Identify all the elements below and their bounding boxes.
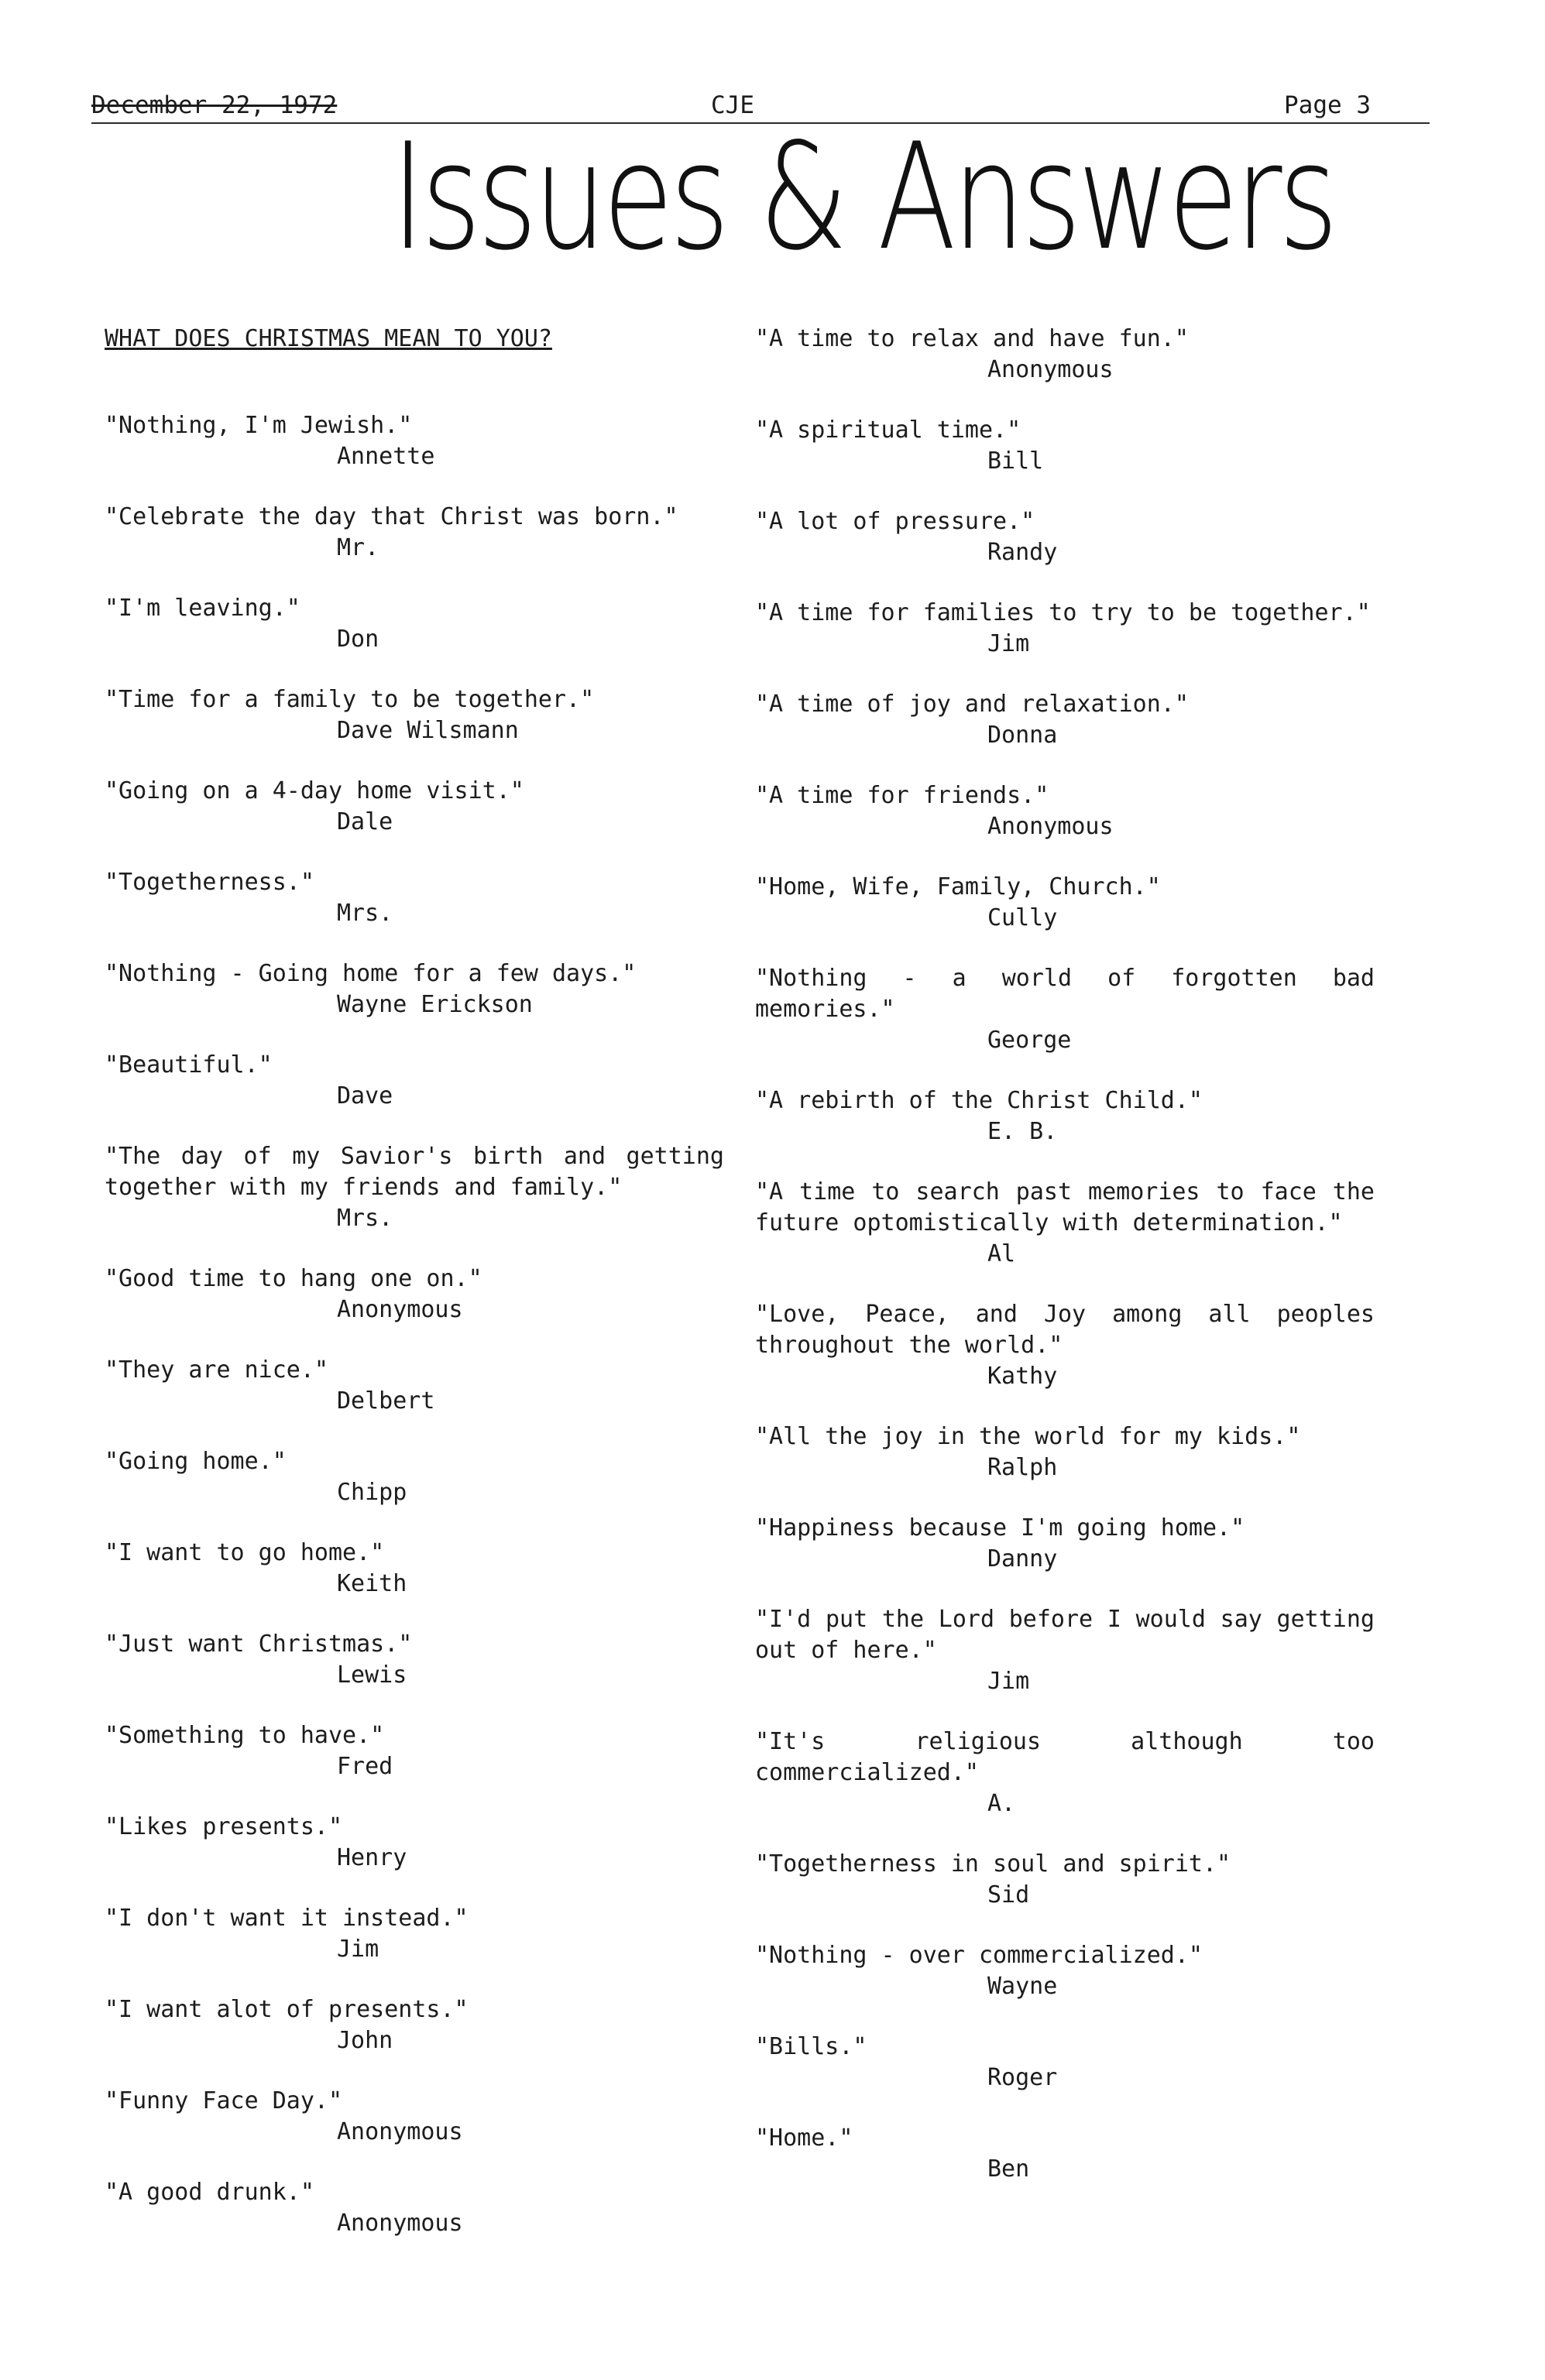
response-entry <box>755 1727 1389 1819</box>
respondent-name: Dave Wilsmann <box>337 717 519 744</box>
respondent-name: Keith <box>337 1570 407 1597</box>
response-quote: "Nothing - Going home for a few days." <box>105 960 637 987</box>
response-quote: "Good time to hang one on." <box>105 1265 482 1292</box>
respondent-name: Bill <box>987 448 1044 475</box>
respondent-name: Cully <box>987 904 1058 931</box>
respondent-name: Sid <box>987 1881 1030 1908</box>
masthead-title: Issues & Answers <box>391 111 1335 283</box>
response-entry <box>755 1849 1375 1911</box>
respondent-name: Mr. <box>337 534 379 561</box>
respondent-name: Anonymous <box>337 2210 463 2237</box>
respondent-name: Wayne Erickson <box>337 991 533 1018</box>
respondent-name: Henry <box>337 1844 407 1871</box>
response-entry <box>755 780 1375 842</box>
response-quote: "A spiritual time." <box>755 417 1021 444</box>
respondent-name: Mrs. <box>337 1205 393 1232</box>
respondent-name: Anonymous <box>337 2118 463 2145</box>
response-entry <box>105 1903 724 1965</box>
respondent-name: Kathy <box>987 1363 1058 1390</box>
respondent-name: A. <box>987 1790 1016 1817</box>
response-entry <box>105 776 724 838</box>
response-entry <box>105 1050 724 1112</box>
response-entry <box>755 2123 1375 2185</box>
response-quote: "A lot of pressure." <box>755 508 1035 535</box>
response-entry <box>105 867 724 929</box>
response-quote: "A time to relax and have fun." <box>755 325 1189 352</box>
respondent-name: Ben <box>987 2155 1030 2183</box>
response-quote: "Home." <box>755 2125 853 2152</box>
response-quote: "The day of my Savior's birth and getting together with my friends and family." <box>105 1143 739 1201</box>
response-entry <box>105 1141 739 1234</box>
response-entry <box>755 1513 1375 1575</box>
response-entry <box>105 410 724 472</box>
response-quote: "They are nice." <box>105 1356 328 1384</box>
response-entry <box>105 1446 724 1508</box>
response-entry <box>105 502 724 564</box>
respondent-name: Danny <box>987 1545 1058 1572</box>
response-quote: "I'm leaving." <box>105 595 300 622</box>
page-number: Page 3 <box>1284 91 1371 119</box>
response-entry <box>755 1940 1375 2002</box>
response-quote: "Just want Christmas." <box>105 1631 413 1658</box>
response-entry <box>755 1085 1375 1147</box>
response-entry <box>105 2177 724 2239</box>
response-entry <box>755 506 1375 568</box>
respondent-name: Ralph <box>987 1454 1058 1481</box>
response-quote: "Going on a 4-day home visit." <box>105 777 524 804</box>
response-quote: "Bills." <box>755 2033 867 2060</box>
response-quote: "A time to search past memories to face the future optomistically with determination." <box>755 1178 1389 1236</box>
respondent-name: Lewis <box>337 1662 407 1689</box>
response-entry <box>105 1994 724 2056</box>
response-quote: "Going home." <box>105 1448 287 1475</box>
respondent-name: George <box>987 1027 1072 1054</box>
response-entry <box>105 1264 724 1325</box>
response-entry <box>105 1355 724 1417</box>
issue-date: December 22, 1972 <box>91 91 338 119</box>
response-quote: "Something to have." <box>105 1722 385 1749</box>
response-quote: "I want to go home." <box>105 1539 385 1566</box>
respondent-name: Anonymous <box>987 813 1114 840</box>
response-entry <box>105 1538 724 1600</box>
respondent-name: Chipp <box>337 1479 407 1506</box>
response-entry <box>755 1177 1389 1270</box>
respondent-name: Mrs. <box>337 900 393 927</box>
response-quote: "A time for friends." <box>755 782 1049 809</box>
response-entry <box>755 1421 1375 1483</box>
right-entries <box>755 324 1389 2185</box>
response-entry <box>755 415 1375 477</box>
respondent-name: Jim <box>987 1668 1030 1695</box>
response-quote: "Funny Face Day." <box>105 2087 343 2114</box>
respondent-name: Fred <box>337 1753 393 1780</box>
response-quote: "Time for a family to be together." <box>105 686 595 713</box>
response-entry <box>105 1812 724 1874</box>
response-entry <box>755 872 1375 934</box>
respondent-name: Roger <box>987 2064 1058 2091</box>
response-entry <box>755 2032 1375 2094</box>
respondent-name: Jim <box>987 630 1030 657</box>
survey-question-heading: WHAT DOES CHRISTMAS MEAN TO YOU? <box>105 325 552 352</box>
response-quote: "All the joy in the world for my kids." <box>755 1423 1301 1450</box>
respondent-name: Dave <box>337 1082 393 1109</box>
response-quote: "A rebirth of the Christ Child." <box>755 1087 1203 1114</box>
response-entry <box>755 1604 1389 1697</box>
paper-name: CJE <box>711 91 754 119</box>
response-quote: "A time of joy and relaxation." <box>755 691 1189 718</box>
response-quote: "I'd put the Lord before I would say getting out of here." <box>755 1606 1389 1664</box>
respondent-name: John <box>337 2027 393 2054</box>
respondent-name: Delbert <box>337 1387 435 1415</box>
respondent-name: Jim <box>337 1936 379 1963</box>
response-entry <box>755 1299 1389 1392</box>
response-quote: "Nothing - over commercialized." <box>755 1942 1203 1969</box>
response-quote: "A time for families to try to be together." <box>755 599 1371 626</box>
response-quote: "A good drunk." <box>105 2179 314 2206</box>
respondent-name: Anonymous <box>337 1296 463 1323</box>
response-quote: "Togetherness." <box>105 869 314 896</box>
response-entry <box>105 593 724 655</box>
response-quote: "I don't want it instead." <box>105 1905 469 1932</box>
respondent-name: Dale <box>337 808 393 835</box>
response-entry <box>105 1720 724 1782</box>
response-entry <box>105 1629 724 1691</box>
response-quote: "Love, Peace, and Joy among all peoples throughout the world." <box>755 1301 1389 1359</box>
response-entry <box>105 2086 724 2148</box>
left-entries <box>105 410 739 2239</box>
respondent-name: Anonymous <box>987 356 1114 383</box>
response-quote: "Nothing, I'm Jewish." <box>105 412 413 439</box>
response-entry <box>105 684 724 746</box>
response-quote: "Home, Wife, Family, Church." <box>755 873 1161 900</box>
response-quote: "Beautiful." <box>105 1051 273 1079</box>
response-entry <box>755 324 1375 386</box>
response-quote: "Happiness because I'm going home." <box>755 1514 1245 1542</box>
respondent-name: Annette <box>337 443 435 470</box>
response-quote: "I want alot of presents." <box>105 1996 469 2023</box>
left-column <box>105 324 739 2269</box>
response-quote: "It's religious although too commercialized." <box>755 1728 1389 1786</box>
respondent-name: Don <box>337 626 379 653</box>
response-quote: "Likes presents." <box>105 1813 343 1840</box>
respondent-name: Donna <box>987 722 1058 749</box>
response-entry <box>755 689 1375 751</box>
respondent-name: Al <box>987 1240 1016 1267</box>
response-entry <box>755 963 1389 1056</box>
response-quote: "Celebrate the day that Christ was born." <box>105 503 678 530</box>
response-entry <box>105 959 724 1020</box>
response-quote: "Nothing - a world of forgotten bad memories." <box>755 965 1389 1023</box>
respondent-name: Randy <box>987 539 1058 566</box>
response-quote: "Togetherness in soul and spirit." <box>755 1850 1231 1878</box>
respondent-name: Wayne <box>987 1973 1058 2000</box>
response-entry <box>755 598 1375 660</box>
respondent-name: E. B. <box>987 1118 1058 1145</box>
right-column <box>755 324 1389 2214</box>
